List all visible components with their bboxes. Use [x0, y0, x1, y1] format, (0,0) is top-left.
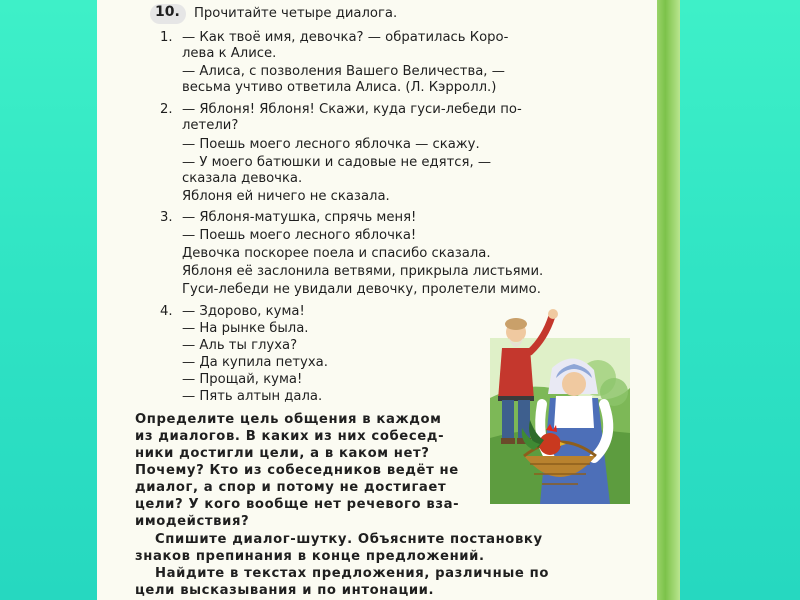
task-line: цели высказывания и по интонации.: [135, 583, 435, 598]
dialogue-line: — Прощай, кума!: [182, 372, 303, 387]
illustration-peasants: [490, 308, 630, 504]
task-line: диалог, а спор и потому не достигает: [135, 480, 447, 495]
dialogue-line: — Пять алтын дала.: [182, 389, 323, 404]
dialogue-line: сказала девочка.: [182, 171, 303, 186]
page-margin-stripe: [638, 0, 680, 600]
dialogue-line: весьма учтиво ответила Алиса. (Л. Кэрролл.): [182, 80, 497, 95]
dialogue-line: — Яблоня! Яблоня! Скажи, куда гуси-лебеди по-: [182, 102, 522, 117]
task-line: ники достигли цели, а в каком нет?: [135, 446, 430, 461]
task-line: из диалогов. В каких из них собесед-: [135, 429, 445, 444]
dialogue-line: летели?: [182, 118, 239, 133]
task-line: Определите цель общения в каждом: [135, 412, 442, 427]
dialogue-number: 1.: [160, 30, 173, 45]
dialogue-line: — Алиса, с позволения Вашего Величества, —: [182, 64, 505, 79]
task-line: имодействия?: [135, 514, 250, 529]
exercise-number: 10.: [155, 4, 180, 20]
dialogue-line: — Аль ты глуха?: [182, 338, 298, 353]
task-line: знаков препинания в конце предложений.: [135, 549, 485, 564]
dialogue-line: Девочка поскорее поела и спасибо сказала.: [182, 246, 491, 261]
dialogue-line: Яблоня ей ничего не сказала.: [182, 189, 390, 204]
task-line: Спишите диалог-шутку. Объясните постановку: [155, 532, 543, 547]
dialogue-line: — Да купила петуха.: [182, 355, 328, 370]
dialogue-line: — Поешь моего лесного яблочка — скажу.: [182, 137, 480, 152]
dialogue-line: — Здорово, кума!: [182, 304, 305, 319]
dialogue-line: Гуси-лебеди не увидали девочку, пролетели мимо.: [182, 282, 541, 297]
task-line: цели? У кого вообще нет речевого вза-: [135, 497, 460, 512]
task-line: Почему? Кто из собеседников ведёт не: [135, 463, 459, 478]
dialogue-line: — У моего батюшки и садовые не едятся, —: [182, 155, 492, 170]
exercise-title: Прочитайте четыре диалога.: [194, 6, 398, 21]
dialogue-line: Яблоня её заслонила ветвями, прикрыла листьями.: [182, 264, 544, 279]
dialogue-line: — Поешь моего лесного яблочка!: [182, 228, 417, 243]
dialogue-line: — Яблоня-матушка, спрячь меня!: [182, 210, 417, 225]
task-line: Найдите в текстах предложения, различные по: [155, 566, 550, 581]
dialogue-number: 4.: [160, 304, 173, 319]
dialogue-number: 2.: [160, 102, 173, 117]
dialogue-line: лева к Алисе.: [182, 46, 277, 61]
dialogue-number: 3.: [160, 210, 173, 225]
dialogue-line: — Как твоё имя, девочка? — обратилась Коро-: [182, 30, 509, 45]
dialogue-line: — На рынке была.: [182, 321, 309, 336]
